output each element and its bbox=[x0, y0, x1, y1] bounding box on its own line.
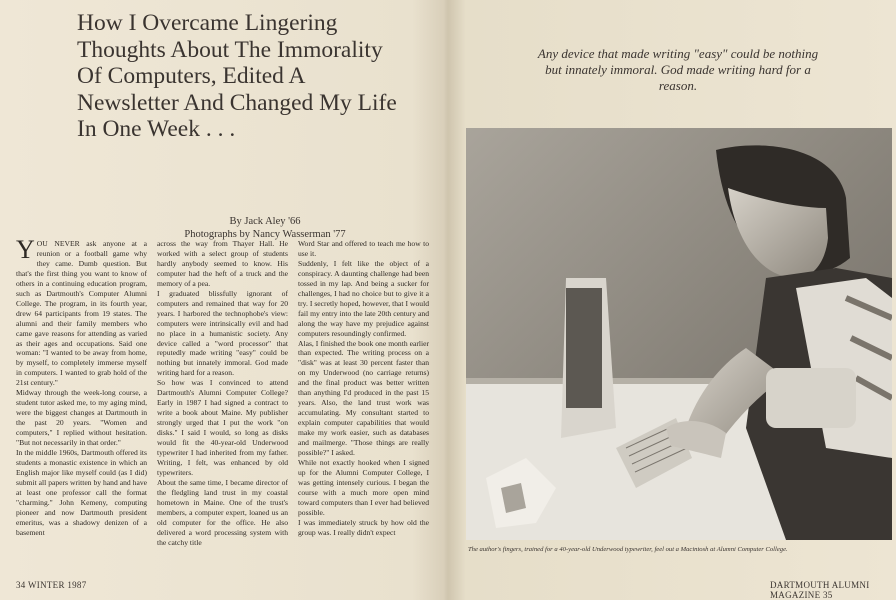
column-1 bbox=[16, 239, 147, 581]
paragraph: Word Star and offered to teach me how to use it. bbox=[298, 239, 429, 258]
paragraph: across the way from Thayer Hall. He worked with a select group of students hardly anybody seemed to know. His computer had the heft of a truck and the memory of a pea. bbox=[157, 239, 288, 288]
right-page bbox=[452, 0, 896, 600]
photo-caption: The author's fingers, trained for a 40-year-old Underwood typewriter, feel out a Macintosh at Alumni Computer College. bbox=[468, 546, 788, 553]
paragraph: Suddenly, I felt like the object of a conspiracy. A daunting challenge had been tossed in my lap. And being a sucker for challenges, I had no choice but to give it a try. I secretly hoped, however, that I would fail my entry into the late 20th century and along the way have my prejudice against computers resoundingly confirmed. bbox=[298, 258, 429, 338]
column-2 bbox=[157, 239, 288, 581]
page-folio-right: DARTMOUTH ALUMNI MAGAZINE 35 bbox=[770, 580, 870, 600]
paragraph: Alas, I finished the book one month earlier than expected. The writing process on a "disk" was at least 30 percent faster than on my Underwood (no carriage returns) and the final product was better written than anything I'd produced in the past 15 years. Also, the land trust work was accumulating. My consultant started to explain computer capabilities that would make my work easier, such as databases and mailmerge. "Those things are really possible?" I asked. bbox=[298, 338, 429, 458]
photo-illustration bbox=[466, 128, 892, 540]
article-photo bbox=[466, 128, 892, 540]
pull-quote: Any device that made writing "easy" could be nothing but innately immoral. God made writing hard for a reason. bbox=[537, 46, 819, 93]
paragraph: In the middle 1960s, Dartmouth offered its students a monastic existence in which an English major like myself could (as I did) submit all papers written by hand and have at least one professor call the format "charming." John Kemeny, computing pioneer and now Dartmouth president emeritus, was a shadowy denizen of a basement bbox=[16, 448, 147, 537]
drop-cap: Y bbox=[16, 239, 35, 264]
byline bbox=[120, 215, 410, 241]
article-body bbox=[16, 239, 430, 581]
paragraph: I graduated blissfully ignorant of computers and remained that way for 20 years. I harbored the technophobe's view: computers were intrinsically evil and had no place in a humanistic society. Any device called a "word processor" that reputedly made writing "easy" could be nothing but innately immoral. God made writing hard for a reason. bbox=[157, 288, 288, 378]
paragraph: So how was I convinced to attend Dartmouth's Alumni Computer College? Early in 1987 I had signed a contract to write a book about Maine. My publisher strongly urged that I put the work "on disks." I said I would, so long as disks would fit the 40-year-old Underwood typewriter I had inherited from my father. Writing, I felt, was enhanced by old typewriters. bbox=[157, 378, 288, 477]
photo-credit: Photographs by Nancy Wasserman '77 bbox=[184, 229, 346, 240]
paragraph: About the same time, I became director of the fledgling land trust in my coastal hometown in Maine. One of the trust's members, a computer expert, loaned us an old computer for the office. He also delivered a word processing system with the catchy title bbox=[157, 477, 288, 547]
paragraph: I was immediately struck by how old the group was. I really didn't expect bbox=[298, 517, 429, 537]
paragraph: OU NEVER ask anyone at a reunion or a football game why they came. Dumb question. But that's the first thing you want to know of others in a continuing education program, such as Dartmouth's Computer Alumni College. The program, in its fourth year, drew 64 participants from 19 states. The alumni and their family members who came gave reasons for attending as varied as their ages and occupations. Said one woman: "I wanted to be away from home, by myself, to completely immerse myself in computers. I wanted to grab hold of the 21st century." bbox=[16, 239, 147, 388]
article-title: How I Overcame Lingering Thoughts About The Immorality Of Computers, Edited A Newsletter And Changed My Life In One Week . . . bbox=[77, 10, 397, 142]
page-folio-left: 34 WINTER 1987 bbox=[16, 580, 87, 590]
paragraph: While not exactly hooked when I signed up for the Alumni Computer College, I was getting intensely curious. I began the course with a much more open mind toward computers than I ever had believed possible. bbox=[298, 457, 429, 517]
paragraph: Midway through the week-long course, a student tutor asked me, to my aging mind, were the biggest changes at Dartmouth in the past 20 years. "Women and computers," I replied without hesitation. "But not necessarily in that order." bbox=[16, 388, 147, 448]
column-3 bbox=[298, 239, 429, 581]
author-credit: By Jack Aley '66 bbox=[229, 216, 301, 227]
